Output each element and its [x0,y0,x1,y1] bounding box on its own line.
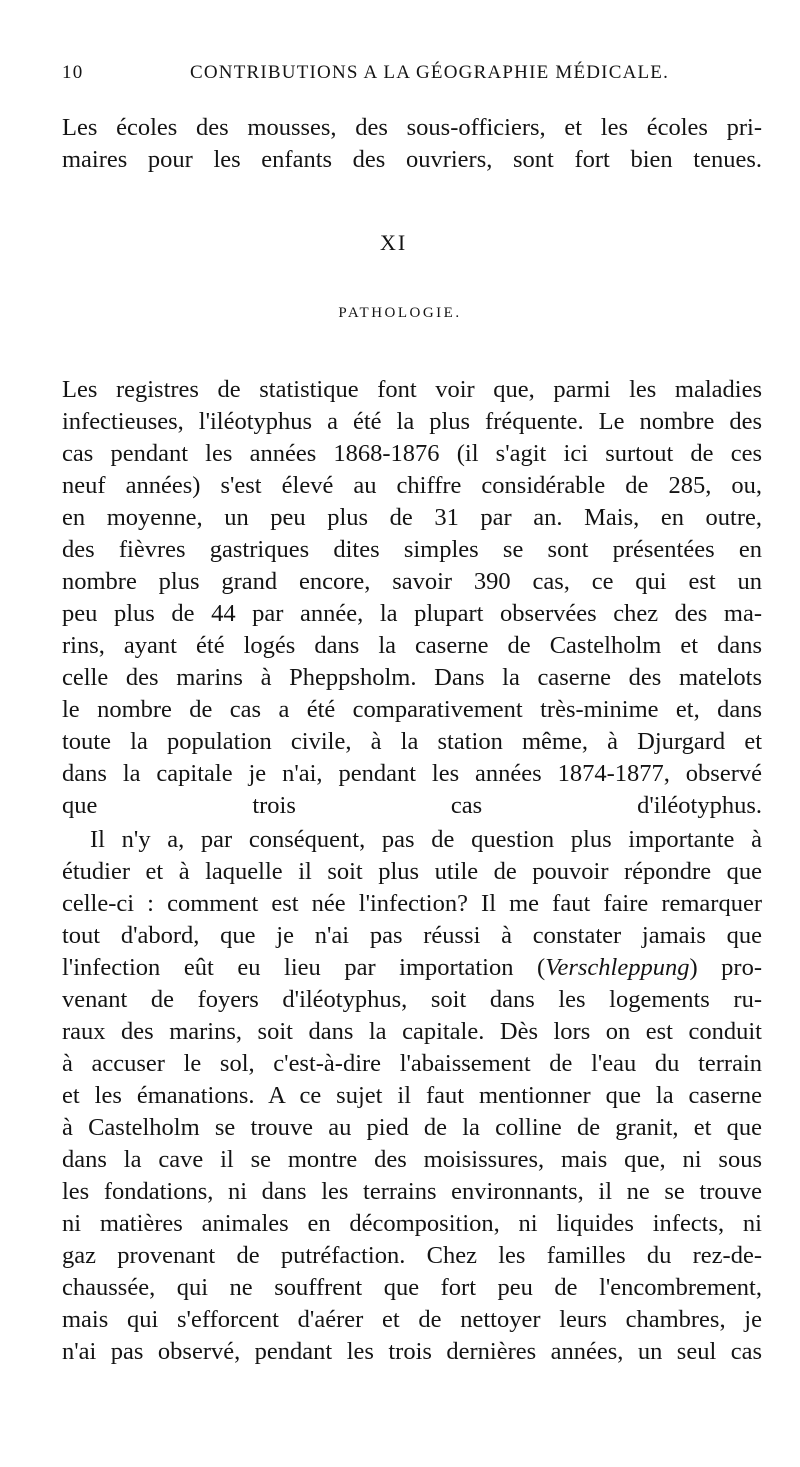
page-number: 10 [62,62,84,83]
running-header [62,62,762,92]
text-line: gaz provenant de putréfaction. Chez les familles du rez-de- [62,1242,762,1269]
text-fragment: ) pro- [689,954,762,981]
text-line: raux des marins, soit dans la capitale. Dès lors on est conduit [62,1018,762,1045]
text-line: ni matières animales en décomposition, ni liquides infects, ni [62,1210,762,1237]
text-line: n'ai pas observé, pendant les trois dernières années, un seul cas [62,1338,762,1365]
text-line: celle des marins à Pheppsholm. Dans la caserne des matelots [62,664,762,691]
text-line: neuf années) s'est élevé au chiffre considérable de 285, ou, [62,472,762,499]
text-fragment: l'infection eût eu lieu par importation ( [62,954,546,981]
text-line: mais qui s'efforcent d'aérer et de nettoyer leurs chambres, je [62,1306,762,1333]
italic-term: Verschleppung [545,954,690,981]
text-line: en moyenne, un peu plus de 31 par an. Mais, en outre, [62,504,762,531]
text-line: Les registres de statistique font voir que, parmi les maladies [62,376,762,403]
paragraph-infection-origin [62,824,762,1368]
text-line: toute la population civile, à la station même, à Djurgard et [62,728,762,755]
text-line: à Castelholm se trouve au pied de la colline de granit, et que [62,1114,762,1141]
text-line: des fièvres gastriques dites simples se sont présentées en [62,536,762,563]
text-line: cas pendant les années 1868-1876 (il s'agit ici surtout de ces [62,440,762,467]
text-line: Les écoles des mousses, des sous-officiers, et les écoles pri- [62,114,762,141]
text-line: nombre plus grand encore, savoir 390 cas, ce qui est un [62,568,762,595]
text-line: dans la capitale je n'ai, pendant les années 1874-1877, observé [62,760,762,787]
intro-paragraph [62,112,762,176]
text-line: les fondations, ni dans les terrains environnants, il ne se trouve [62,1178,762,1205]
text-line: infectieuses, l'iléotyphus a été la plus fréquente. Le nombre des [62,408,762,435]
text-line: chaussée, qui ne souffrent que fort peu de l'encombrement, [62,1274,762,1301]
text-line: le nombre de cas a été comparativement très-minime et, dans [62,696,762,723]
text-line: Il n'y a, par conséquent, pas de question plus importante à [90,826,762,853]
text-line: peu plus de 44 par année, la plupart observées chez des ma- [62,600,762,627]
text-line: à accuser le sol, c'est-à-dire l'abaissement de l'eau du terrain [62,1050,762,1077]
text-line-with-italic [62,952,762,984]
text-line: celle-ci : comment est née l'infection? Il me faut faire remarquer [62,890,762,917]
text-line: étudier et à laquelle il soit plus utile de pouvoir répondre que [62,858,762,885]
text-line: dans la cave il se montre des moisissures, mais que, ni sous [62,1146,762,1173]
text-line: que trois cas d'iléotyphus. [62,792,762,819]
text-line: maires pour les enfants des ouvriers, sont fort bien tenues. [62,146,762,173]
text-line: venant de foyers d'iléotyphus, soit dans les logements ru- [62,986,762,1013]
running-title: CONTRIBUTIONS A LA GÉOGRAPHIE MÉDICALE. [190,62,670,83]
section-heading: PATHOLOGIE. [338,305,462,321]
section-number: XI [380,230,408,255]
text-line: et les émanations. A ce sujet il faut mentionner que la caserne [62,1082,762,1109]
paragraph-pathology-statistics [62,374,762,822]
text-line: rins, ayant été logés dans la caserne de Castelholm et dans [62,632,762,659]
text-line: tout d'abord, que je n'ai pas réussi à constater jamais que [62,922,762,949]
